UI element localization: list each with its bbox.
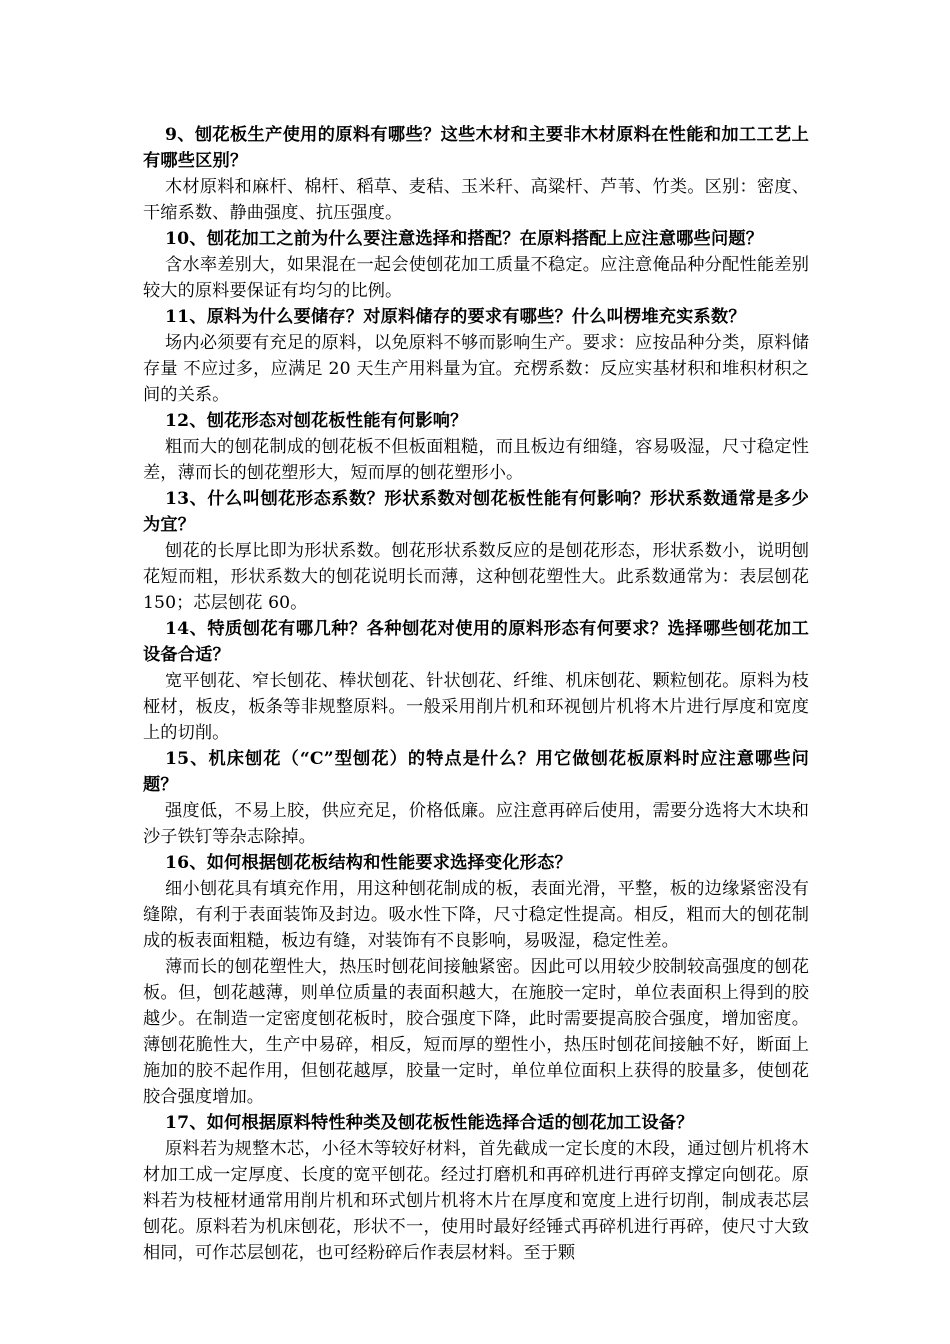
question-heading: 11、原料为什么要储存？对原料储存的要求有哪些？什么叫楞堆充实系数？ bbox=[165, 307, 746, 327]
answer-paragraph: 强度低，不易上胶，供应充足，价格低廉。应注意再碎后使用，需要分选将大木块和沙子铁钉等杂志除掉。 bbox=[143, 801, 809, 847]
qa-item-11 bbox=[143, 304, 809, 408]
question-heading: 9、刨花板生产使用的原料有哪些？这些木材和主要非木材原料在性能和加工工艺上有哪些区别？ bbox=[143, 125, 809, 171]
qa-item-14 bbox=[143, 616, 809, 746]
qa-item-9 bbox=[143, 122, 809, 226]
answer-paragraph: 木材原料和麻杆、棉杆、稻草、麦秸、玉米秆、高粱杆、芦苇、竹类。区别：密度、干缩系数、静曲强度、抗压强度。 bbox=[143, 177, 809, 223]
question-heading: 10、刨花加工之前为什么要注意选择和搭配？在原料搭配上应注意哪些问题？ bbox=[165, 229, 764, 249]
question-heading: 13、什么叫刨花形态系数？形状系数对刨花板性能有何影响？形状系数通常是多少为宜？ bbox=[143, 489, 809, 535]
qa-item-13 bbox=[143, 486, 809, 616]
document-page bbox=[143, 122, 809, 1266]
answer-paragraph: 细小刨花具有填充作用，用这种刨花制成的板，表面光滑，平整，板的边缘紧密没有缝隙，有利于表面装饰及封边。吸水性下降，尺寸稳定性提高。相反，粗而大的刨花制成的板表面粗糙，板边有缝，对装饰有不良影响，易吸湿，稳定性差。 bbox=[143, 879, 809, 951]
qa-item-10 bbox=[143, 226, 809, 304]
question-heading: 12、刨花形态对刨花板性能有何影响？ bbox=[165, 411, 468, 431]
answer-paragraph: 宽平刨花、窄长刨花、棒状刨花、针状刨花、纤维、机床刨花、颗粒刨花。原料为枝桠材，板皮，板条等非规整原料。一般采用削片机和环视刨片机将木片进行厚度和宽度上的切削。 bbox=[143, 671, 809, 743]
question-heading: 14、特质刨花有哪几种？各种刨花对使用的原料形态有何要求？选择哪些刨花加工设备合适？ bbox=[143, 619, 809, 665]
answer-paragraph: 刨花的长厚比即为形状系数。刨花形状系数反应的是刨花形态，形状系数小，说明刨花短而粗，形状系数大的刨花说明长而薄，这种刨花塑性大。此系数通常为：表层刨花 150；芯层刨花 60。 bbox=[143, 541, 809, 613]
question-heading: 16、如何根据刨花板结构和性能要求选择变化形态？ bbox=[165, 853, 572, 873]
qa-item-16 bbox=[143, 850, 809, 1110]
qa-item-15 bbox=[143, 746, 809, 850]
qa-item-12 bbox=[143, 408, 809, 486]
answer-paragraph: 薄而长的刨花塑性大，热压时刨花间接触紧密。因此可以用较少胶制较高强度的刨花板。但，刨花越薄，则单位质量的表面积越大，在施胶一定时，单位表面积上得到的胶越少。在制造一定密度刨花板时，胶合强度下降，此时需要提高胶合强度，增加密度。薄刨花脆性大，生产中易碎，相反，短而厚的塑性小，热压时刨花间接触不好，断面上施加的胶不起作用，但刨花越厚，胶量一定时，单位单位面积上获得的胶量多，使刨花胶合强度增加。 bbox=[143, 957, 809, 1107]
question-heading: 15、机床刨花（“C”型刨花）的特点是什么？用它做刨花板原料时应注意哪些问题？ bbox=[143, 749, 809, 795]
answer-paragraph: 含水率差别大，如果混在一起会使刨花加工质量不稳定。应注意俺品种分配性能差别较大的原料要保证有均匀的比例。 bbox=[143, 255, 809, 301]
answer-paragraph: 粗而大的刨花制成的刨花板不但板面粗糙，而且板边有细缝，容易吸湿，尺寸稳定性差，薄而长的刨花塑形大，短而厚的刨花塑形小。 bbox=[143, 437, 809, 483]
qa-item-17 bbox=[143, 1110, 809, 1266]
answer-paragraph: 场内必须要有充足的原料，以免原料不够而影响生产。要求：应按品种分类，原料储存量 不应过多，应满足 20 天生产用料量为宜。充楞系数：反应实基材积和堆积材积之间的关系。 bbox=[143, 333, 809, 405]
question-heading: 17、如何根据原料特性种类及刨花板性能选择合适的刨花加工设备？ bbox=[165, 1113, 694, 1133]
answer-paragraph: 原料若为规整木芯，小径木等较好材料，首先截成一定长度的木段，通过刨片机将木材加工成一定厚度、长度的宽平刨花。经过打磨机和再碎机进行再碎支撑定向刨花。原料若为枝桠材通常用削片机和环式刨片机将木片在厚度和宽度上进行切削，制成表芯层刨花。原料若为机床刨花，形状不一，使用时最好经锤式再碎机进行再碎，使尺寸大致相同，可作芯层刨花，也可经粉碎后作表层材料。至于颗 bbox=[143, 1139, 809, 1263]
